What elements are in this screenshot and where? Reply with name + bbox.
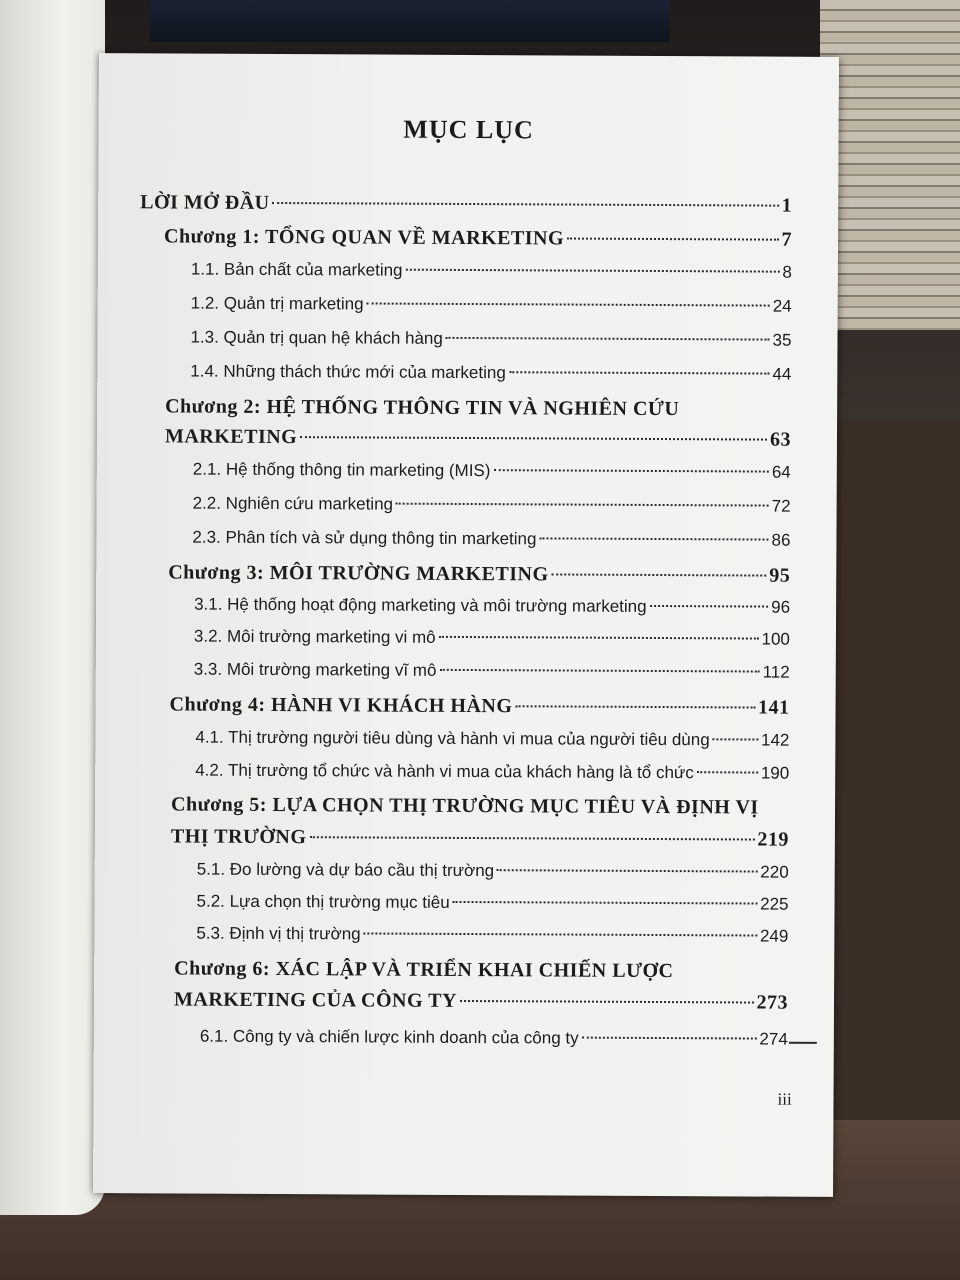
- toc-page: 141: [758, 696, 790, 719]
- toc-chapter-2-title-line1: Chương 2: HỆ THỐNG THÔNG TIN VÀ NGHIÊN CỨU: [165, 395, 680, 421]
- dot-leader: [367, 302, 770, 306]
- dot-leader: [439, 669, 759, 673]
- toc-page: 44: [772, 364, 792, 384]
- toc-page: 35: [772, 330, 792, 350]
- toc-entry-2-3: [192, 528, 790, 551]
- toc-label: 1.4. Những thách thức mới của marketing: [190, 361, 506, 383]
- dot-leader: [364, 932, 757, 936]
- dot-leader: [493, 469, 768, 472]
- toc-label: 5.3. Định vị thị trường: [196, 923, 361, 944]
- toc-entry-5-3: [196, 924, 788, 947]
- dot-leader: [552, 573, 767, 576]
- toc-label: 4.2. Thị trường tổ chức và hành vi mua của khách hàng là tổ chức: [195, 760, 694, 783]
- toc-page: 142: [760, 730, 790, 750]
- toc-page: 249: [759, 926, 789, 946]
- toc-entry-6-1: [200, 1027, 788, 1050]
- toc-label: Chương 3: MÔI TRƯỜNG MARKETING: [168, 561, 549, 586]
- book-page: [93, 53, 839, 1197]
- dot-leader: [567, 238, 778, 241]
- toc-page: 100: [761, 629, 790, 649]
- dot-leader: [396, 503, 769, 507]
- toc-page: 273: [756, 991, 789, 1014]
- toc-page: 274: [759, 1029, 788, 1049]
- toc-entry-1-3: [190, 328, 791, 351]
- dot-leader: [713, 738, 758, 740]
- dot-leader: [309, 836, 754, 840]
- toc-label: Chương 1: TỔNG QUAN VỀ MARKETING: [163, 225, 565, 250]
- toc-entry-1-1: [191, 260, 792, 283]
- table-of-contents: [93, 53, 839, 1157]
- toc-page: 64: [771, 462, 791, 482]
- toc-entry-2-2: [193, 494, 791, 517]
- dot-leader: [453, 901, 757, 905]
- stacked-books: [820, 0, 960, 330]
- dot-leader: [300, 436, 767, 440]
- toc-page: 95: [769, 564, 791, 587]
- toc-label: 2.3. Phân tích và sử dụng thông tin marketing: [192, 527, 537, 549]
- toc-entry-preface: [140, 191, 792, 217]
- toc-label: 3.2. Môi trường marketing vi mô: [193, 626, 436, 647]
- dot-leader: [439, 636, 759, 640]
- dot-leader: [497, 869, 757, 872]
- dot-leader: [446, 337, 770, 341]
- toc-label: 2.2. Nghiên cứu marketing: [192, 493, 394, 514]
- toc-page: 72: [771, 496, 791, 516]
- toc-label: MARKETING: [164, 425, 298, 449]
- toc-page: 96: [771, 597, 791, 617]
- toc-label: 1.2. Quản trị marketing: [190, 293, 364, 314]
- dot-leader: [697, 771, 758, 773]
- dot-leader: [273, 202, 779, 207]
- toc-entry-chapter-2: [165, 425, 791, 451]
- toc-label: MARKETING CỦA CÔNG TY: [173, 988, 458, 1012]
- toc-label: Chương 4: HÀNH VI KHÁCH HÀNG: [169, 693, 513, 718]
- toc-page: 8: [782, 262, 792, 282]
- toc-label: 6.1. Công ty và chiến lược kinh doanh của công ty: [199, 1026, 579, 1048]
- toc-page: 225: [760, 894, 789, 914]
- toc-entry-5-1: [197, 860, 789, 883]
- dot-leader: [509, 371, 770, 374]
- toc-entry-5-2: [196, 892, 788, 915]
- dot-leader: [582, 1037, 757, 1040]
- toc-chapter-5-title-line1: Chương 5: LỰA CHỌN THỊ TRƯỜNG MỤC TIÊU VÀ ĐỊNH VỊ: [170, 793, 759, 819]
- toc-page: 190: [760, 763, 790, 783]
- toc-page: 86: [771, 530, 791, 550]
- toc-page: 219: [757, 828, 789, 851]
- pen-mark: [789, 1042, 817, 1044]
- dot-leader: [460, 1000, 754, 1004]
- dot-leader: [539, 537, 768, 540]
- toc-entry-3-3: [194, 660, 790, 683]
- toc-entry-chapter-6: [174, 988, 788, 1014]
- toc-label: 4.1. Thị trường người tiêu dùng và hành vi mua của người tiêu dùng: [195, 727, 710, 750]
- toc-page: 112: [762, 662, 790, 682]
- toc-page: 1: [781, 194, 793, 217]
- toc-label: 3.1. Hệ thống hoạt động marketing và môi trường marketing: [194, 594, 647, 616]
- toc-page: 24: [772, 296, 792, 316]
- toc-entry-chapter-5: [171, 825, 789, 851]
- toc-entry-1-4: [190, 362, 791, 385]
- toc-label: LỜI MỞ ĐẦU: [140, 191, 270, 214]
- toc-entry-chapter-1: [164, 225, 792, 251]
- toc-entry-chapter-4: [170, 693, 790, 719]
- toc-page: 63: [769, 428, 792, 451]
- toc-page: 7: [781, 228, 793, 251]
- toc-label: 5.2. Lựa chọn thị trường mục tiêu: [196, 891, 450, 912]
- dot-leader: [406, 269, 780, 273]
- left-page: [0, 0, 105, 1215]
- page-title: MỤC LỤC: [403, 114, 534, 145]
- toc-label: 2.1. Hệ thống thông tin marketing (MIS): [192, 459, 491, 481]
- toc-label: 1.1. Bản chất của marketing: [190, 259, 403, 280]
- toc-label: 3.3. Môi trường marketing vĩ mô: [193, 659, 437, 680]
- dot-leader: [515, 705, 755, 708]
- dot-leader: [650, 605, 769, 608]
- toc-entry-1-2: [191, 294, 792, 317]
- toc-entry-chapter-3: [168, 561, 790, 587]
- toc-entry-2-1: [193, 460, 791, 483]
- toc-entry-3-2: [194, 627, 790, 650]
- page-number: iii: [777, 1089, 792, 1109]
- toc-label: 1.3. Quản trị quan hệ khách hàng: [190, 327, 443, 348]
- book-cover-top: [150, 0, 670, 42]
- toc-entry-4-2: [195, 761, 789, 784]
- toc-label: 5.1. Đo lường và dự báo cầu thị trường: [196, 859, 495, 881]
- toc-page: 220: [760, 862, 789, 882]
- toc-entry-3-1: [194, 595, 790, 618]
- toc-label: THỊ TRƯỜNG: [170, 825, 307, 849]
- toc-entry-4-1: [195, 728, 789, 751]
- toc-chapter-6-title-line1: Chương 6: XÁC LẬP VÀ TRIỂN KHAI CHIẾN LƯỢC: [174, 957, 674, 983]
